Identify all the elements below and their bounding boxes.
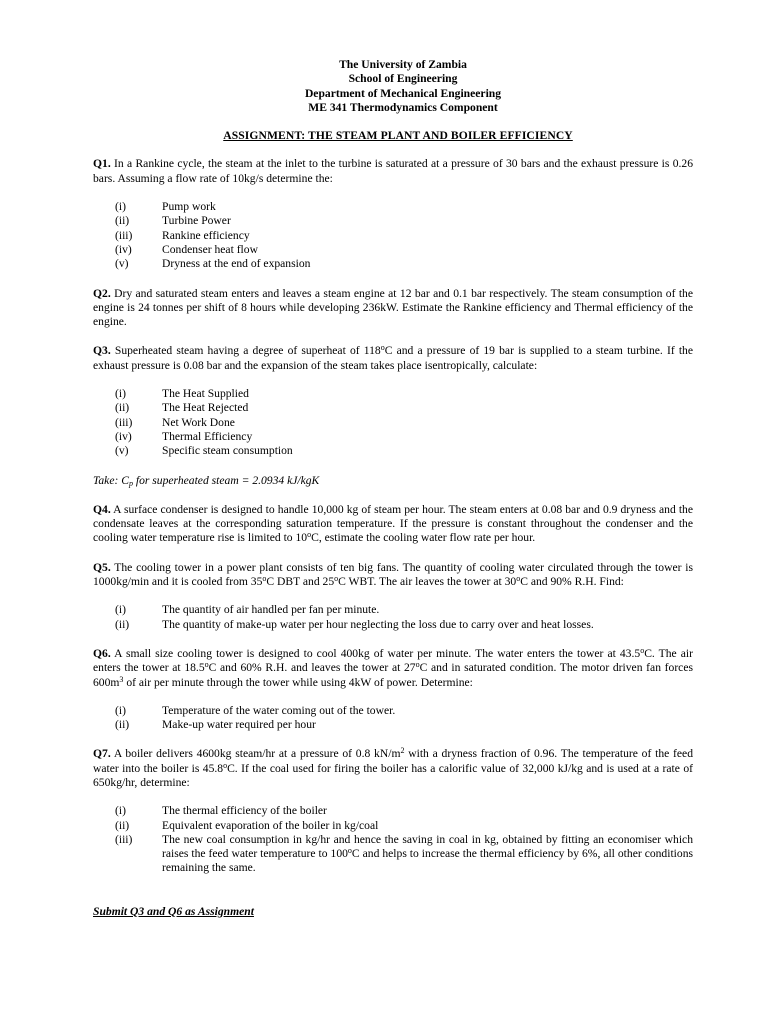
list-item: (iv) Thermal Efficiency <box>115 429 253 443</box>
list-item: (iii) The new coal consumption in kg/hr and hence the saving in coal in kg, obtained by fitting an economiser which raises the feed water temperature to 100$^o$C and helps to increase the thermal efficiency by 6%, all other conditions remaining the same. <box>115 832 693 875</box>
document-header <box>113 58 693 115</box>
list-item: (ii) The quantity of make-up water per hour neglecting the loss due to carry over and heat losses. <box>115 617 594 631</box>
list-item: (v) Specific steam consumption <box>115 444 293 458</box>
document-page <box>93 58 693 919</box>
question-4 <box>93 503 693 546</box>
list-item: (i) Pump work <box>115 200 216 214</box>
question-3-text: Q3. Superheated steam having a degree of superheat of 118$^o$C and a pressure of 19 bar is supplied to a steam turbine. If the exhaust pressure is 0.08 bar and the expansion of the steam takes place isentropically, calculate: <box>93 343 693 372</box>
list-item: (iii) Rankine efficiency <box>115 228 250 242</box>
question-5-text: Q5. The cooling tower in a power plant consists of ten big fans. The quantity of cooling water circulated through the tower is 1000kg/min and it is cooled from 35$^o$C DBT and 25$^o$C WBT. The air leaves the tower at 30$^o$C and 90% R.H. Find: <box>93 560 693 589</box>
list-item: (i) The Heat Supplied <box>115 387 249 401</box>
assignment-title: ASSIGNMENT: THE STEAM PLANT AND BOILER EFFICIENCY <box>223 129 573 143</box>
question-3-note: Take: $C_p$ for superheated steam = 2.0934 kJ/kgK <box>93 473 320 488</box>
question-3-label: Q3. <box>93 344 111 358</box>
question-1-text: Q1. In a Rankine cycle, the steam at the inlet to the turbine is saturated at a pressure of 30 bars and the exhaust pressure is 0.26 bars. Assuming a flow rate of 10kg/s determine the: <box>93 157 693 185</box>
university-name: The University of Zambia <box>339 58 467 71</box>
question-2-label: Q2. <box>93 286 111 300</box>
list-item: (ii) The Heat Rejected <box>115 401 249 415</box>
question-5 <box>93 561 693 632</box>
question-7 <box>93 747 693 875</box>
question-2-text: Q2. Dry and saturated steam enters and leaves a steam engine at 12 bar and 0.1 bar respectively. The steam consumption of the engine is 24 tonnes per shift of 8 hours while developing 236kW. Estimate the Rankine efficiency and Thermal efficiency of the engine. <box>93 286 693 329</box>
question-6-label: Q6. <box>93 646 111 660</box>
question-7-text: Q7. A boiler delivers 4600kg steam/hr at a pressure of 0.8 $kN/m^2$ with a dryness fraction of 0.96. The temperature of the feed water into the boiler is 45.8$^o$C. If the coal used for firing the boiler has a calorific value of 32,000 kJ/kg and is used at a rate of 650kg/hr, determine: <box>93 746 693 789</box>
question-2 <box>93 287 693 330</box>
list-item: (ii) Make-up water required per hour <box>115 718 316 732</box>
question-5-label: Q5. <box>93 560 111 574</box>
list-item: (iv) Condenser heat flow <box>115 242 258 256</box>
question-4-text: Q4. A surface condenser is designed to handle 10,000 kg of steam per hour. The steam enters at 0.08 bar and 0.9 dryness and the condensate leaves at the corresponding saturation temperature. If the pressure is constant throughout the condenser and the cooling water temperature rise is limited to 10$^o$C, estimate the cooling water flow rate per hour. <box>93 502 693 545</box>
question-5-items <box>93 603 693 632</box>
course-name: ME 341 Thermodynamics Component <box>308 100 498 114</box>
list-item: (v) Dryness at the end of expansion <box>115 257 311 271</box>
list-item: (i) The thermal efficiency of the boiler <box>115 804 327 818</box>
department-name: Department of Mechanical Engineering <box>304 86 502 100</box>
question-3 <box>93 344 693 487</box>
question-1-items <box>93 200 693 271</box>
question-7-label: Q7. <box>93 747 111 761</box>
list-item: (i) Temperature of the water coming out of the tower. <box>115 703 396 717</box>
list-item: (i) The quantity of air handled per fan per minute. <box>115 603 380 617</box>
school-name: School of Engineering <box>348 72 458 86</box>
question-6 <box>93 647 693 732</box>
question-3-items <box>93 387 693 458</box>
question-4-label: Q4. <box>93 502 111 516</box>
question-7-items <box>93 804 693 875</box>
question-6-text: Q6. A small size cooling tower is designed to cool 400kg of water per minute. The water enters the tower at 43.5$^o$C. The air enters the tower at 18.5$^o$C and 60% R.H. and leaves the tower at 27$^o$C and in saturated condition. The motor driven fan forces $600m^3$ of air per minute through the tower while using 4kW of power. Determine: <box>93 645 693 689</box>
question-1 <box>93 157 693 271</box>
list-item: (ii) Turbine Power <box>115 214 231 228</box>
list-item: (iii) Net Work Done <box>115 415 235 429</box>
question-1-label: Q1. <box>93 157 111 171</box>
list-item: (ii) Equivalent evaporation of the boiler in kg/coal <box>115 818 379 832</box>
question-6-items <box>93 704 693 733</box>
submit-instruction: Submit Q3 and Q6 as Assignment <box>93 904 254 918</box>
